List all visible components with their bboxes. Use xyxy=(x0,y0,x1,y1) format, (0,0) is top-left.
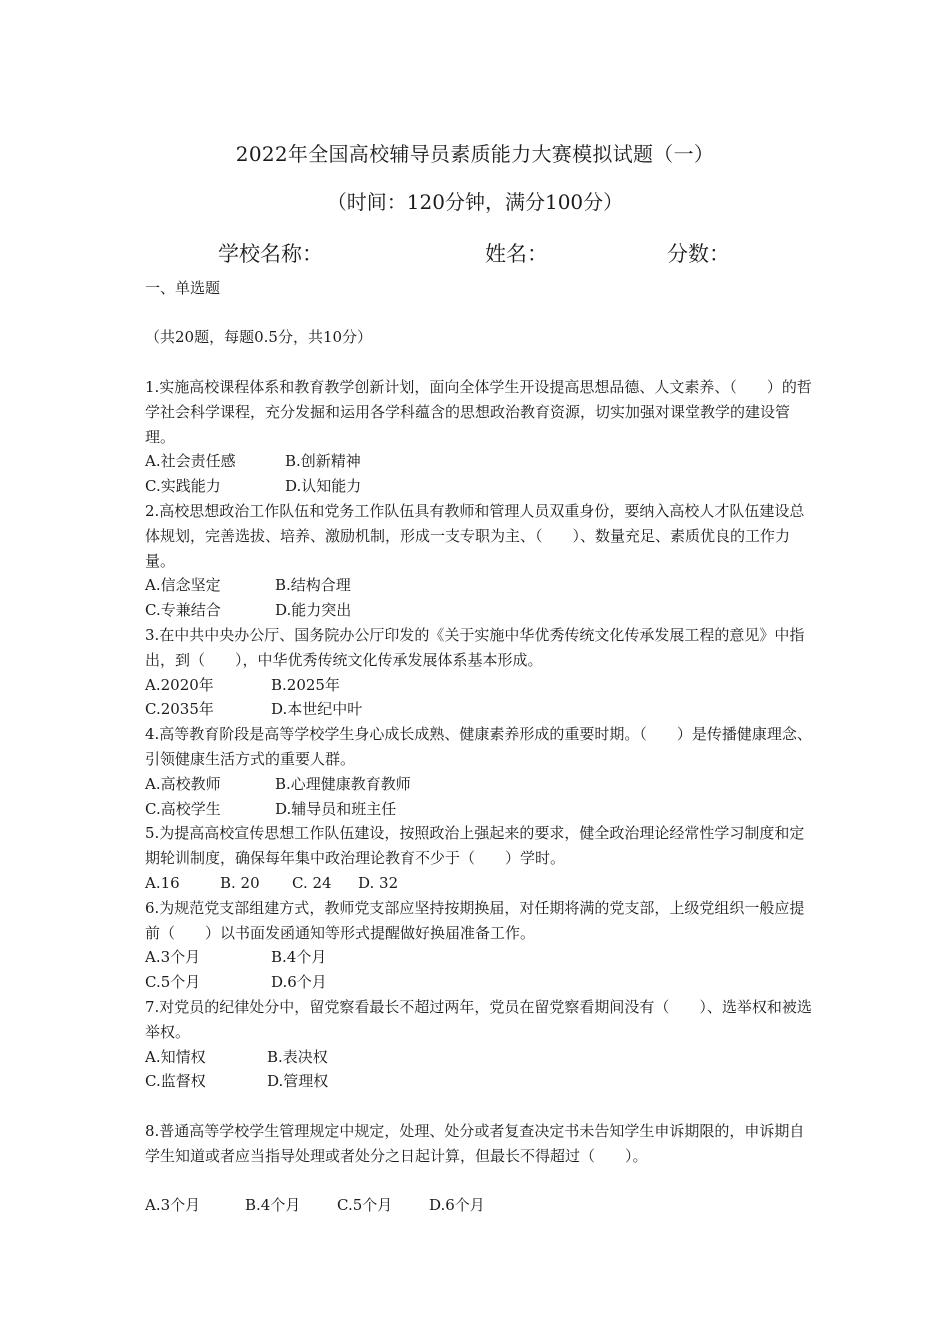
option-b: B.心理健康教育教师 xyxy=(275,774,411,793)
option-b: B. 20 xyxy=(220,873,260,892)
spacer xyxy=(145,1169,815,1194)
option-b: B.表决权 xyxy=(267,1047,328,1066)
options-row xyxy=(145,1193,815,1218)
question-7: 7.对党员的纪律处分中，留党察看最长不超过两年，党员在留党察看期间没有（ ）、选举权和被选举权。 xyxy=(145,997,812,1041)
option-a: A.2020年 xyxy=(145,675,214,694)
option-a: A.16 xyxy=(145,873,180,892)
option-a: A.高校教师 xyxy=(145,774,221,793)
section-note: （共20题，每题0.5分，共10分） xyxy=(145,328,373,346)
options-row xyxy=(145,871,815,896)
options-row xyxy=(145,772,815,797)
question-1: 1.实施高校课程体系和教育教学创新计划，面向全体学生开设提高思想品德、人文素养、（ ）的哲学社会科学课程，充分发掘和运用各学科蕴含的思想政治教育资源，切实加强对课堂教学的建设管理。 xyxy=(145,378,812,446)
option-a: A.3个月 xyxy=(145,948,201,967)
question-6: 6.为规范党支部组建方式，教师党支部应坚持按期换届，对任期将满的党支部，上级党组织一般应提前（ ）以书面发函通知等形式提醒做好换届准备工作。 xyxy=(145,898,805,942)
option-b: B.4个月 xyxy=(245,1196,301,1215)
option-d: D.本世纪中叶 xyxy=(271,700,363,719)
options-row xyxy=(145,797,815,822)
option-d: D.认知能力 xyxy=(285,477,362,496)
section-heading: 一、单选题 xyxy=(145,279,221,297)
option-a: A.社会责任感 xyxy=(145,452,236,471)
option-c: C.专兼结合 xyxy=(145,601,221,620)
question-8: 8.普通高等学校学生管理规定中规定，处理、处分或者复查决定书未告知学生申诉期限的，申诉期自学生知道或者应当指导处理或者处分之日起计算，但最长不得超过（ ）。 xyxy=(145,1121,805,1165)
question-5: 5.为提高高校宣传思想工作队伍建设，按照政治上强起来的要求，健全政治理论经常性学习制度和定期轮训制度，确保每年集中政治理论教育不少于（ ）学时。 xyxy=(145,824,805,868)
question-list xyxy=(145,375,815,1218)
options-row xyxy=(145,970,815,995)
option-c: C.高校学生 xyxy=(145,799,221,818)
options-row xyxy=(145,945,815,970)
info-fields xyxy=(0,238,950,268)
options-row xyxy=(145,598,815,623)
option-c: C.实践能力 xyxy=(145,477,221,496)
option-b: B.结构合理 xyxy=(275,576,351,595)
options-row xyxy=(145,474,815,499)
options-row xyxy=(145,573,815,598)
question-2: 2.高校思想政治工作队伍和党务工作队伍具有教师和管理人员双重身份，要纳入高校人才队伍建设总体规划，完善选拔、培养、激励机制，形成一支专职为主、（ ）、数量充足、素质优良的工作力量。 xyxy=(145,501,805,570)
option-b: B.2025年 xyxy=(271,675,340,694)
option-d: D.6个月 xyxy=(271,973,327,992)
school-name-label: 学校名称： xyxy=(218,242,323,266)
option-d: D.管理权 xyxy=(267,1072,329,1091)
exam-subtitle: （时间：120分钟，满分100分） xyxy=(326,190,624,214)
options-row xyxy=(145,1069,815,1094)
question-3: 3.在中共中央办公厅、国务院办公厅印发的《关于实施中华优秀传统文化传承发展工程的意见》中指出，到（ ），中华优秀传统文化传承发展体系基本形成。 xyxy=(145,625,805,669)
option-b: B.4个月 xyxy=(271,948,327,967)
option-d: D.辅导员和班主任 xyxy=(275,799,397,818)
option-b: B.创新精神 xyxy=(285,452,361,471)
options-row xyxy=(145,449,815,474)
option-a: A.3个月 xyxy=(145,1196,201,1215)
spacer xyxy=(145,1094,815,1119)
option-a: A.知情权 xyxy=(145,1047,206,1066)
option-c: C.2035年 xyxy=(145,700,214,719)
option-d: D. 32 xyxy=(358,873,399,892)
option-d: D.6个月 xyxy=(429,1196,485,1215)
option-c: C. 24 xyxy=(292,873,332,892)
question-4: 4.高等教育阶段是高等学校学生身心成长成熟、健康素养形成的重要时期。（ ）是传播健康理念、引领健康生活方式的重要人群。 xyxy=(145,725,812,768)
option-c: C.监督权 xyxy=(145,1072,206,1091)
options-row xyxy=(145,1045,815,1070)
exam-title: 2022年全国高校辅导员素质能力大赛模拟试题（一） xyxy=(235,142,715,166)
option-a: A.信念坚定 xyxy=(145,576,221,595)
student-name-label: 姓名： xyxy=(485,242,548,266)
option-d: D.能力突出 xyxy=(275,601,352,620)
options-row xyxy=(145,673,815,698)
option-c: C.5个月 xyxy=(337,1196,393,1215)
score-label: 分数： xyxy=(667,242,730,266)
options-row xyxy=(145,697,815,722)
option-c: C.5个月 xyxy=(145,973,201,992)
